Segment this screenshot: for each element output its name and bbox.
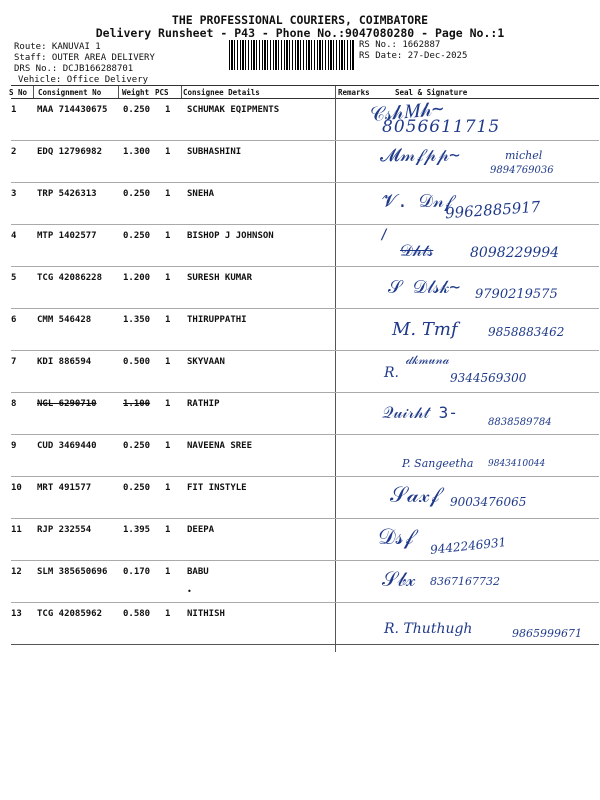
row-sno: 1: [11, 105, 17, 115]
signature-phone: 9962885917: [444, 197, 541, 223]
col-divider: [181, 86, 182, 98]
row-weight: 0.250: [123, 483, 151, 493]
row-consignee: FIT INSTYLE: [187, 483, 247, 493]
row-pcs: 1: [165, 399, 171, 409]
signature-scribble: 𝒬𝓊𝒾𝓇𝒽𝓉 3-: [382, 403, 458, 422]
signature-phone: 8838589784: [488, 417, 552, 428]
signature-name: P. Sangeetha: [402, 457, 474, 470]
signature-tick: /: [380, 227, 389, 243]
row-consignment: MTP 1402577: [37, 231, 97, 241]
row-sno: 5: [11, 273, 17, 283]
row-weight: 0.250: [123, 189, 151, 199]
barcode-image: [229, 40, 355, 70]
row-consignee: DEEPA: [187, 525, 215, 535]
row-pcs: 1: [165, 567, 171, 577]
col-divider: [335, 86, 336, 98]
vehicle-label: Vehicle: Office Delivery: [18, 75, 149, 85]
signature-phone: 9003476065: [450, 495, 527, 509]
row-consignment: CMM 546428: [37, 315, 92, 325]
row-consignee: BABU: [187, 567, 209, 577]
route-label: Route: KANUVAI 1: [14, 42, 101, 52]
handwritten-signature: [370, 309, 600, 349]
row-pcs: 1: [165, 315, 171, 325]
row-consignment: CUD 3469440: [37, 441, 97, 451]
signature-scribble: 𝒞𝓈𝒽𝑀𝒽~: [369, 95, 445, 127]
row-pcs: 1: [165, 147, 171, 157]
company-title: THE PROFESSIONAL COURIERS, COIMBATORE: [171, 13, 429, 27]
table-row: [0, 225, 600, 267]
dot-mark: •: [187, 587, 192, 596]
table-row: [0, 183, 600, 225]
row-pcs: 1: [165, 357, 171, 367]
table-row: [0, 519, 600, 561]
row-consignment: KDI 886594: [37, 357, 92, 367]
col-divider: [118, 86, 119, 98]
signature-phone: 9344569300: [450, 371, 527, 385]
signature-phone: 8367167732: [430, 575, 500, 588]
signature-scribble: 𝒟𝒽𝓉𝓈: [400, 241, 434, 260]
handwritten-signature: [370, 225, 600, 265]
row-consignment: EDQ 12796982: [37, 147, 103, 157]
row-consignee: THIRUPPATHI: [187, 315, 247, 325]
row-consignee: SKYVAAN: [187, 357, 225, 367]
table-top-border: [11, 85, 599, 86]
signature-scribble: 𝒟𝓈𝒻: [378, 525, 414, 550]
signature-phone: 9894769036: [490, 165, 554, 176]
handwritten-signature: [369, 95, 600, 139]
row-sno: 12: [11, 567, 22, 577]
row-consignment: MAA 714430675: [37, 105, 108, 115]
signature-name: michel: [505, 149, 543, 162]
row-consignee: SCHUMAK EQIPMENTS: [187, 105, 280, 115]
row-pcs: 1: [165, 105, 171, 115]
signature-phone: 9865999671: [512, 627, 582, 640]
row-weight: 1.395: [123, 525, 151, 535]
row-pcs: 1: [165, 189, 171, 199]
rs-date: RS Date: 27-Dec-2025: [359, 51, 468, 61]
signature-scribble: 𝓥. 𝒟𝓃𝒻: [382, 191, 453, 212]
col-divider: [33, 86, 34, 98]
handwritten-signature: [370, 141, 600, 181]
row-sno: 7: [11, 357, 17, 367]
handwritten-signature: [370, 393, 600, 433]
table-row: [0, 351, 600, 393]
runsheet-subtitle: Delivery Runsheet - P43 - Phone No.:9047080280 - Page No.:1: [95, 26, 505, 40]
row-weight: 1.200: [123, 273, 151, 283]
row-sno: 9: [11, 441, 17, 451]
row-pcs: 1: [165, 441, 171, 451]
signature-phone: 9843410044: [488, 459, 546, 469]
signature-scribble: 𝓜𝓂𝒻𝓅𝓅~: [380, 145, 460, 166]
row-sno: 2: [11, 147, 17, 157]
col-consignee: Consignee Details: [183, 88, 260, 97]
row-sno: 4: [11, 231, 17, 241]
drs-number: DRS No.: DCJB166288701: [14, 64, 134, 74]
row-consignment: TCG 42085962: [37, 609, 103, 619]
row-pcs: 1: [165, 609, 171, 619]
row-consignment: NGL 6290710: [37, 399, 97, 409]
row-sno: 8: [11, 399, 17, 409]
signature-scribble: 𝒹𝓀𝓂𝓊𝓃𝒶: [406, 353, 450, 367]
row-pcs: 1: [165, 273, 171, 283]
row-weight: 0.170: [123, 567, 151, 577]
table-row: [0, 603, 600, 645]
table-row: [0, 561, 600, 603]
row-weight: 0.250: [123, 441, 151, 451]
col-seal-signature: Seal & Signature: [395, 88, 468, 97]
signature-phone: 8056611715: [382, 117, 501, 137]
signature-phone: 8098229994: [470, 245, 560, 261]
row-consignment: TRP 5426313: [37, 189, 97, 199]
signature-name: R. Thuthugh: [384, 621, 473, 637]
handwritten-signature: [370, 603, 600, 643]
col-pcs: PCS: [155, 88, 169, 97]
table-row: [0, 141, 600, 183]
handwritten-signature: [370, 351, 600, 391]
table-row: [0, 477, 600, 519]
row-consignment: SLM 385650696: [37, 567, 108, 577]
table-row: [0, 435, 600, 477]
row-weight: 0.580: [123, 609, 151, 619]
row-consignee: SUBHASHINI: [187, 147, 242, 157]
table-row: [0, 95, 600, 141]
row-consignee: SURESH KUMAR: [187, 273, 253, 283]
handwritten-signature: [370, 519, 600, 559]
row-consignment: RJP 232554: [37, 525, 92, 535]
signature-scribble: 𝒮𝒷𝓍: [382, 567, 416, 591]
row-weight: 1.100: [123, 399, 151, 409]
col-weight: Weight: [122, 88, 150, 97]
col-remarks: Remarks: [338, 88, 370, 97]
row-sno: 11: [11, 525, 22, 535]
row-consignee: RATHIP: [187, 399, 220, 409]
handwritten-signature: [370, 561, 600, 601]
signature-phone: 9858883462: [488, 325, 565, 339]
col-consignment: Consignment No: [38, 88, 102, 97]
row-weight: 0.250: [123, 231, 151, 241]
row-sno: 10: [11, 483, 22, 493]
row-consignee: BISHOP J JOHNSON: [187, 231, 274, 241]
row-pcs: 1: [165, 525, 171, 535]
row-consignment: TCG 42086228: [37, 273, 103, 283]
row-sno: 13: [11, 609, 22, 619]
row-pcs: 1: [165, 231, 171, 241]
handwritten-signature: [370, 435, 600, 475]
signature-name: M. Tmf: [392, 319, 458, 340]
staff-label: Staff: OUTER AREA DELIVERY: [14, 53, 155, 63]
handwritten-signature: [370, 477, 600, 517]
signature-scribble: 𝒮𝒶𝓍𝒻: [390, 483, 440, 508]
signature-scribble: 𝒮 𝒟𝓁𝓈𝓀~: [388, 277, 461, 298]
row-weight: 0.500: [123, 357, 151, 367]
signature-name: R.: [384, 365, 399, 381]
table-row: [0, 267, 600, 309]
rs-number: RS No.: 1662887: [359, 40, 441, 50]
row-weight: 1.350: [123, 315, 151, 325]
row-consignment: MRT 491577: [37, 483, 92, 493]
signature-phone: 9442246931: [429, 535, 507, 557]
row-weight: 0.250: [123, 105, 151, 115]
table-row: [0, 393, 600, 435]
handwritten-signature: [370, 183, 600, 223]
row-consignee: NAVEENA SREE: [187, 441, 253, 451]
row-weight: 1.300: [123, 147, 151, 157]
row-pcs: 1: [165, 483, 171, 493]
row-sno: 3: [11, 189, 17, 199]
col-sno: S No: [9, 88, 28, 97]
handwritten-signature: [370, 267, 600, 307]
row-consignee: SNEHA: [187, 189, 215, 199]
signature-phone: 9790219575: [475, 287, 558, 302]
table-row: [0, 309, 600, 351]
row-sno: 6: [11, 315, 17, 325]
table-bottom-border: [11, 644, 599, 645]
row-consignee: NITHISH: [187, 609, 225, 619]
